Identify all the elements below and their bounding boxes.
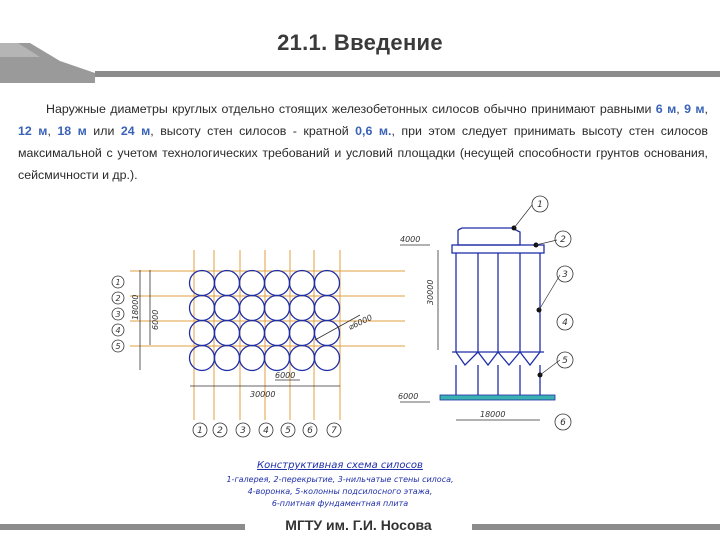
dim-4000: 4000 <box>400 235 421 244</box>
callout-5: 5 <box>562 356 568 366</box>
axis-left-4: 4 <box>115 326 121 335</box>
dim-30000-v: 30000 <box>426 279 435 305</box>
dim-18000-v: 18000 <box>131 294 140 320</box>
callout-3: 3 <box>562 270 568 280</box>
diagram-caption-title: Конструктивная схема силосов <box>257 460 423 471</box>
dim-phi6000: ⌀6000 <box>347 313 374 332</box>
diameter-9: 9 м <box>684 102 705 116</box>
diagram-caption-line-1: 1-галерея, 2-перекрытие, 3-нильчатые стены силоса, <box>226 475 454 484</box>
intro-paragraph <box>18 98 708 186</box>
axis-left-1: 1 <box>115 278 121 287</box>
plan-dimension-lines <box>140 270 360 386</box>
axis-bottom-3: 3 <box>240 426 246 436</box>
axis-bottom-1: 1 <box>197 426 203 436</box>
callout-6: 6 <box>560 418 566 428</box>
callout-4: 4 <box>562 318 568 328</box>
axis-left-2: 2 <box>115 294 121 303</box>
page-title: 21.1. Введение <box>277 30 443 55</box>
callout-leaders <box>514 205 560 375</box>
section-dimension-lines <box>400 245 540 420</box>
footer-rule-left <box>0 524 245 530</box>
diameter-12: 12 м <box>18 124 48 138</box>
dim-6000: 6000 <box>275 371 296 380</box>
axis-left-3: 3 <box>115 310 121 319</box>
separator: , <box>676 102 685 116</box>
dim-18000: 18000 <box>480 410 506 419</box>
separator: , <box>47 124 58 138</box>
diameter-6: 6 м <box>655 102 677 116</box>
axis-left-5: 5 <box>115 342 121 351</box>
footer-text: МГТУ им. Г.И. Носова <box>285 517 432 533</box>
outro-text: , при этом следует принимать высоту стен силосов максимальной с учетом технологических требований и условий площадки (несущей способности грунтов основания, сейсмичности и др.). <box>18 124 708 182</box>
intro-text: Наружные диаметры круглых отдельно стоящих железобетонных силосов обычно принимают равными <box>46 102 656 116</box>
diagram-caption-line-3: 6-плитная фундаментная плита <box>271 499 409 508</box>
silo-section <box>452 228 544 395</box>
diameter-18: 18 м <box>57 124 87 138</box>
diameter-24: 24 м <box>120 124 151 138</box>
footer-rule-right <box>472 524 720 530</box>
silo-structural-scheme <box>100 190 580 515</box>
diagram-caption-line-2: 4-воронка, 5-колонны подсилосного этажа, <box>247 487 433 496</box>
height-multiple: 0,6 м. <box>355 124 392 138</box>
dim-6000-v: 6000 <box>151 309 160 330</box>
axis-bottom-5: 5 <box>285 426 291 436</box>
title-divider <box>95 71 720 77</box>
dim-6000-h: 6000 <box>398 392 419 401</box>
separator: или <box>86 124 121 138</box>
foundation-slab <box>440 395 555 400</box>
axis-bottom-6: 6 <box>307 426 313 436</box>
axis-bottom-7: 7 <box>331 426 337 436</box>
axis-bottom-4: 4 <box>263 426 269 436</box>
separator: , <box>704 102 708 116</box>
dim-30000: 30000 <box>250 390 276 399</box>
axis-bottom-2: 2 <box>217 426 223 436</box>
callout-1: 1 <box>537 200 543 210</box>
callout-2: 2 <box>560 235 566 245</box>
mid-text: , высоту стен силосов - кратной <box>150 124 356 138</box>
